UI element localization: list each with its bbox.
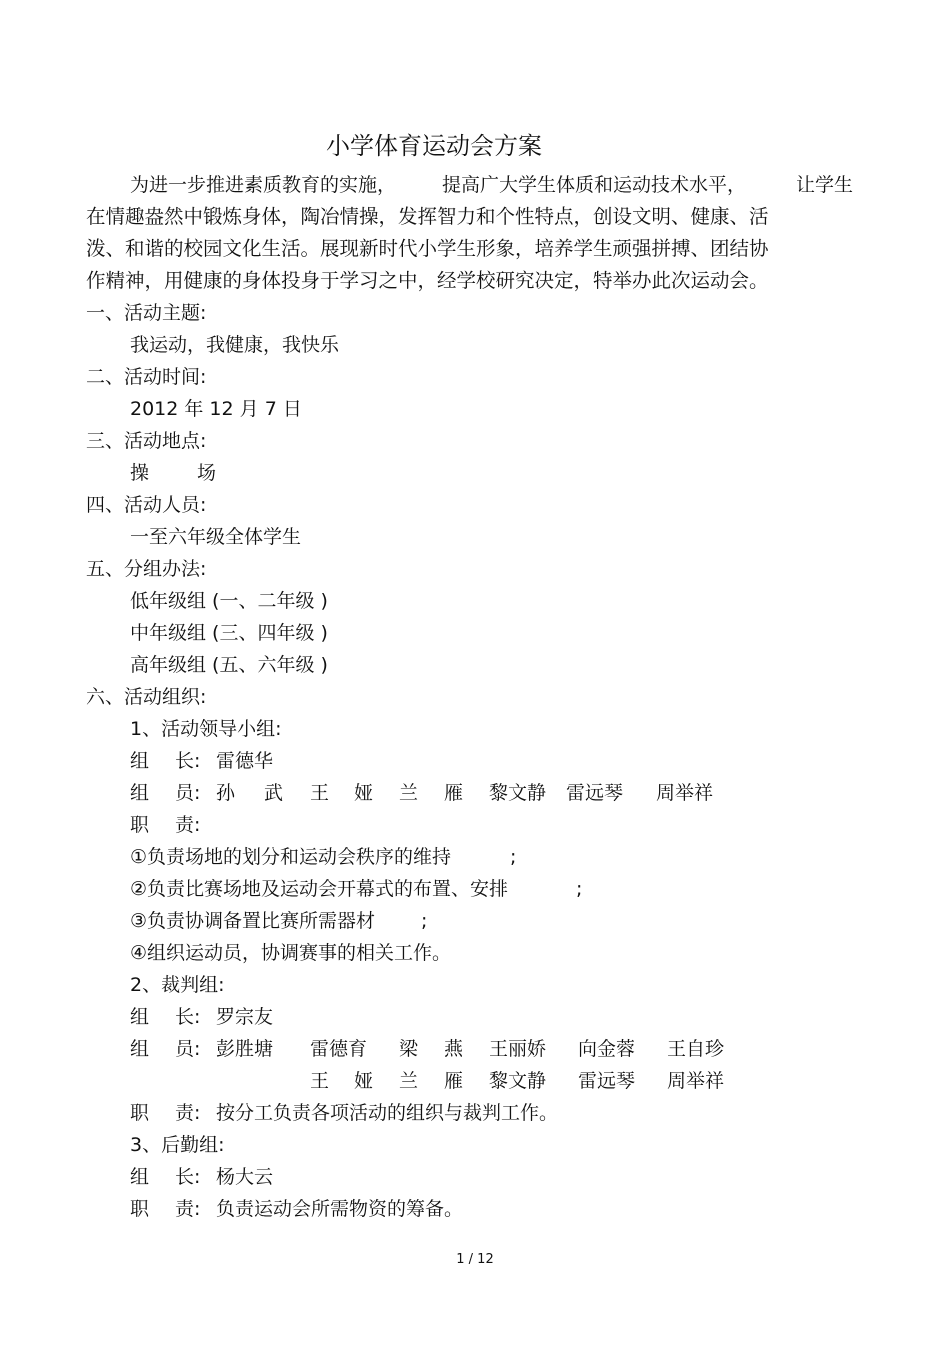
duty-text: 按分工负责各项活动的组织与裁判工作。 [216,1102,559,1124]
location-char-2: 场 [197,462,217,484]
section-heading-participants: 四、活动人员: [86,494,207,516]
intro-line-1b: 提高广大学生体质和运动技术水平， [442,174,747,196]
member-name: 彭胜塘 [216,1038,274,1060]
duty-item: ④组织运动员，协调赛事的相关工作。 [130,942,452,964]
intro-line-1a: 为进一步推进素质教育的实施， [130,174,397,196]
leader-label-char: 长: [175,1006,201,1028]
member-name: 黎文静 [489,782,547,804]
leader-label-char: 组 [130,1166,150,1188]
intro-line-3: 泼、和谐的校园文化生活。展现新时代小学生形象，培养学生顽强拼搏、团结协 [86,237,769,260]
section-heading-theme: 一、活动主题: [86,302,207,324]
member-name: 雁 [444,782,464,804]
leader-label-char: 组 [130,1006,150,1028]
members-label-char: 组 [130,1038,150,1060]
member-name: 兰 [399,1070,419,1092]
duty-label-char: 职 [130,1198,150,1220]
member-name: 梁 [399,1038,419,1060]
duty-item: ②负责比赛场地及运动会开幕式的布置、安排 [130,878,509,900]
subgroup-title-logistics: 3、后勤组: [130,1134,225,1156]
member-name: 雷远琴 [566,782,624,804]
subgroup-title-leadership: 1、活动领导小组: [130,718,282,740]
member-name: 王丽娇 [489,1038,547,1060]
duty-label-char: 责: [175,1198,201,1220]
page-number: 1 / 12 [456,1252,494,1267]
leader-name: 杨大云 [216,1166,274,1188]
intro-line-1c: 让学生 [796,174,854,196]
members-label-char: 员: [175,782,201,804]
document-title: 小学体育运动会方案 [326,132,542,160]
member-name: 娅 [354,1070,374,1092]
group-item: 低年级组 (一、二年级 ) [130,590,328,612]
duty-label-char: 责: [175,814,201,836]
duty-label-char: 职 [130,1102,150,1124]
subgroup-title-referee: 2、裁判组: [130,974,225,996]
section-heading-time: 二、活动时间: [86,366,207,388]
leader-label-char: 长: [175,750,201,772]
theme-content: 我运动，我健康，我快乐 [130,334,340,356]
time-content: 2012 年 12 月 7 日 [130,398,302,420]
section-heading-organization: 六、活动组织: [86,686,207,708]
intro-line-4: 作精神，用健康的身体投身于学习之中，经学校研究决定，特举办此次运动会。 [86,269,769,292]
member-name: 雷德育 [310,1038,368,1060]
members-label-char: 员: [175,1038,201,1060]
member-name: 王自珍 [667,1038,725,1060]
leader-label-char: 长: [175,1166,201,1188]
duty-item: ①负责场地的划分和运动会秩序的维持 [130,846,452,868]
intro-line-2: 在情趣盎然中锻炼身体，陶冶情操，发挥智力和个性特点，创设文明、健康、活 [86,205,769,228]
leader-name: 雷德华 [216,750,274,772]
member-name: 兰 [399,782,419,804]
member-name: 王 [310,1070,330,1092]
member-name: 燕 [444,1038,464,1060]
member-name: 周举祥 [656,782,714,804]
member-name: 雷远琴 [578,1070,636,1092]
duty-text: 负责运动会所需物资的筹备。 [216,1198,464,1220]
member-name: 雁 [444,1070,464,1092]
member-name: 王 [310,782,330,804]
participants-content: 一至六年级全体学生 [130,526,302,548]
duty-item-punct: ; [510,846,517,868]
duty-label-char: 责: [175,1102,201,1124]
location-char-1: 操 [130,462,150,484]
duty-item: ③负责协调备置比赛所需器材 [130,910,376,932]
member-name: 周举祥 [667,1070,725,1092]
members-label-char: 组 [130,782,150,804]
member-name: 孙 [216,782,236,804]
section-heading-grouping: 五、分组办法: [86,558,207,580]
group-item: 中年级组 (三、四年级 ) [130,622,328,644]
duty-item-punct: ; [421,910,428,932]
group-item: 高年级组 (五、六年级 ) [130,654,328,676]
member-name: 娅 [354,782,374,804]
member-name: 黎文静 [489,1070,547,1092]
duty-item-punct: ; [576,878,583,900]
duty-label-char: 职 [130,814,150,836]
member-name: 向金蓉 [578,1038,636,1060]
section-heading-location: 三、活动地点: [86,430,207,452]
leader-name: 罗宗友 [216,1006,274,1028]
leader-label-char: 组 [130,750,150,772]
member-name: 武 [264,782,284,804]
